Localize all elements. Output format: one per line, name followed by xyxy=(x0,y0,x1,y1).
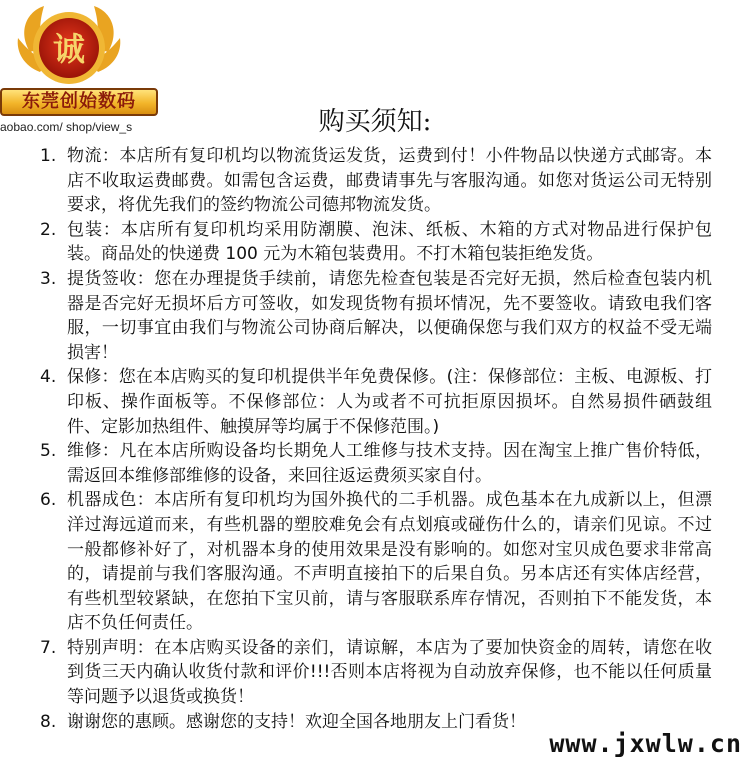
notice-number: 2. xyxy=(40,219,57,240)
emblem-char: 诚 xyxy=(52,30,86,68)
notice-number: 4. xyxy=(40,367,57,388)
notice-list xyxy=(0,144,712,734)
notice-text: 包装：本店所有复印机均采用防潮膜、泡沫、纸板、木箱的方式对物品进行保护包装。商品处的快递费 100 元为木箱包装费用。不打木箱包装拒绝发货。 xyxy=(67,219,712,265)
notice-number: 1. xyxy=(40,146,57,166)
notice-text: 维修：凡在本店所购设备均长期免人工维修与技术支持。因在淘宝上推广售价特低，需返回本维修部维修的设备，来回往返运费须买家自付。 xyxy=(67,441,712,486)
notice-text: 物流：本店所有复印机均以物流货运发货，运费到付！小件物品以快递方式邮寄。本店不收取运费邮费。如需包含运费，邮费请事先与客服沟通。如您对货运公司无特别要求，将优先我们的签约物流公司德邦物流发货。 xyxy=(67,146,712,216)
notice-text: 谢谢您的惠顾。感谢您的支持！欢迎全国各地朋友上门看货！ xyxy=(67,711,526,732)
notice-number: 3. xyxy=(40,268,57,289)
notice-number: 7. xyxy=(40,637,57,658)
notice-item xyxy=(0,144,712,218)
notice-text: 机器成色：本店所有复印机均为国外换代的二手机器。成色基本在九成新以上，但漂洋过海远道而来，有些机器的塑胶难免会有点划痕或碰伤什么的，请亲们见谅。不过一般都修补好了，对机器本身的使用效果是没有影响的。如您对宝贝成色要求非常高的，请提前与我们客服沟通。不声明直接拍下的后果自负。另本店还有实体店经营，有些机型较紧缺，在您拍下宝贝前，请与客服联系库存情况，否则拍下不能发货，本店不负任何责任。 xyxy=(67,490,712,634)
notice-item xyxy=(0,218,712,267)
notice-text: 保修：您在本店购买的复印机提供半年免费保修。(注：保修部位：主板、电源板、打印板、操作面板等。不保修部位：人为或者不可抗拒原因损坏。自然易损件硒鼓组件、定影加热组件、触摸屏等均属于不保修范围。) xyxy=(67,367,712,437)
notice-item xyxy=(0,439,712,488)
notice-number: 8. xyxy=(40,711,57,732)
notice-text: 提货签收：您在办理提货手续前，请您先检查包装是否完好无损，然后检查包装内机器是否完好无损坏后方可签收，如发现货物有损坏情况，先不要签收。请致电我们客服，一切事宜由我们与物流公司协商后解决，以便确保您与我们双方的权益不受无端损害！ xyxy=(67,268,712,363)
notice-number: 6. xyxy=(40,490,57,511)
notice-item xyxy=(0,488,712,636)
notice-item xyxy=(0,267,712,365)
notice-item xyxy=(0,365,712,439)
notice-text: 特别声明：在本店购买设备的亲们，请谅解，本店为了要加快资金的周转，请您在收到货三天内确认收货付款和评价!!!否则本店将视为自动放弃保修，也不能以任何质量等问题予以退货或换货！ xyxy=(67,637,712,708)
shop-url-text: aobao.com/ shop/view_s xyxy=(0,120,133,134)
site-watermark: www.jxwlw.cn xyxy=(549,729,742,758)
notice-number: 5. xyxy=(40,441,57,462)
notice-item xyxy=(0,636,712,710)
shop-logo-banner: 东莞创始数码 xyxy=(0,88,158,116)
shop-emblem-icon xyxy=(10,2,128,94)
page-title: 购买须知: xyxy=(318,107,432,137)
